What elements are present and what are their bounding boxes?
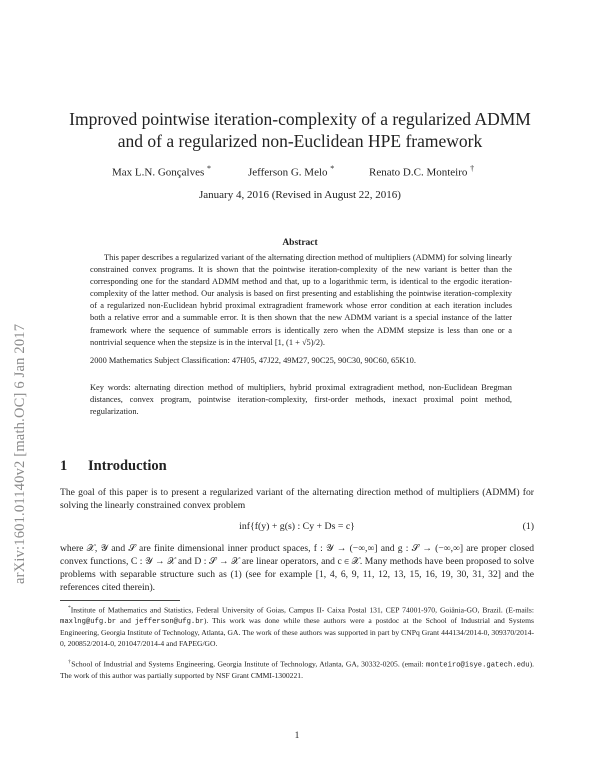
- equation-1: [60, 521, 534, 535]
- email-link[interactable]: maxlng@ufg.br: [60, 618, 117, 627]
- author-mark: *: [330, 164, 335, 173]
- author-monteiro: [369, 164, 474, 179]
- author-mark: †: [470, 164, 475, 173]
- footnote-mark: †: [68, 659, 72, 665]
- keywords: Key words: alternating direction method of multipliers, hybrid proximal extragradient method, non-Euclidean Bregman distances, convex program, pointwise iteration-complexity, first-order methods, inexact proximal point method, regularization.: [90, 383, 512, 417]
- footnote-text: ). The work of this author was partially supported by NSF Grant CMMI-1300221.: [60, 659, 534, 681]
- footnote-text: and: [116, 616, 135, 626]
- footnote-text: School of Industrial and Systems Engineering, Georgia Institute of Technology, Atlanta, GA, 30332-0205. (email:: [71, 659, 427, 669]
- email-link[interactable]: monteiro@isye.gatech.edu: [426, 661, 530, 670]
- abstract-body: This paper describes a regularized variant of the alternating direction method of multipliers (ADMM) for solving linearly constrained convex programs. It is shown that the pointwise iteration-complexity of the new variant is better than the corresponding one for the standard ADMM method and that, up to a logarithmic term, is identical to the ergodic iteration-complexity of the latter method. Our analysis is based on first presenting and establishing the pointwise iteration-complexity of a regularized non-Euclidean hybrid proximal extragradient framework whose error condition at each iteration includes both a relative error and a summable error. It is then shown that the new ADMM variant is a special instance of the latter framework where the sequence of summable errors is identically zero when the ADMM stepsize is less than one or a nontrivial sequence when the stepsize is in the interval [1, (1 + √5)/2).: [90, 253, 512, 347]
- footnote-text: ). This work was done while these authors were a postdoc at the School of Industrial and Systems Engineering, Georgia Institute of Technology, Atlanta, GA. The work of these authors was supported in part by CNPq Grant 444134/2014-0, 309370/2014-0, 200852/2014-0, 201047/2014-4 and FAPEG/GO.: [60, 616, 534, 649]
- title-line-1: Improved pointwise iteration-complexity of a regularized ADMM: [69, 109, 531, 129]
- paper-date: January 4, 2016 (Revised in August 22, 2016): [199, 189, 401, 201]
- footnote-mark: *: [68, 605, 71, 611]
- footnote-rule: [60, 600, 180, 601]
- section-number: 1: [60, 458, 68, 474]
- author-melo: [248, 164, 334, 179]
- title-line-2: and of a regularized non-Euclidean HPE framework: [117, 131, 483, 151]
- footnote-text: Institute of Mathematics and Statistics, Federal University of Goias, Campus II- Caixa Postal 131, CEP 74001-970, Goiânia-GO, Brazil. (E-mails:: [70, 605, 534, 615]
- author-name: Max L.N. Gonçalves: [112, 166, 205, 179]
- intro-paragraph-2: where 𝒳, 𝒴 and 𝒮 are finite dimensional inner product spaces, f : 𝒴 → (−∞,∞] and g : 𝒮 → (−∞,∞] are proper closed convex functions, C : 𝒴 → 𝒳 and D : 𝒮 → 𝒳 are linear operators, and c ∈ 𝒳. Many methods have been proposed to solve problems with separable structure such as (1) (see for example [1, 4, 6, 9, 11, 12, 13, 15, 16, 19, 30, 31, 32] and the references cited therein).: [60, 543, 534, 593]
- arxiv-identifier: arXiv:1601.01140v2 [math.OC] 6 Jan 2017: [12, 323, 28, 584]
- author-mark: *: [207, 164, 212, 173]
- paper-title: [60, 108, 540, 152]
- footnote-2: [60, 657, 534, 682]
- author-name: Jefferson G. Melo: [248, 166, 328, 179]
- equation-number: (1): [522, 521, 534, 532]
- footnote-1: [60, 603, 534, 650]
- author-goncalves: [112, 164, 211, 179]
- section-title: Introduction: [88, 458, 167, 474]
- abstract-heading: Abstract: [282, 238, 318, 248]
- author-name: Renato D.C. Monteiro: [369, 166, 468, 179]
- msc-classification: 2000 Mathematics Subject Classification: 47H05, 47J22, 49M27, 90C25, 90C30, 90C60, 65K10.: [90, 356, 416, 365]
- intro-paragraph-1: The goal of this paper is to present a regularized variant of the alternating direction method of multipliers (ADMM) for solving the linearly constrained convex problem: [60, 487, 534, 511]
- section-heading: [60, 458, 167, 475]
- page-number: 1: [294, 731, 300, 741]
- email-link[interactable]: jefferson@ufg.br: [134, 618, 204, 627]
- equation-expression: inf{f(y) + g(s) : Cy + Ds = c}: [239, 521, 355, 532]
